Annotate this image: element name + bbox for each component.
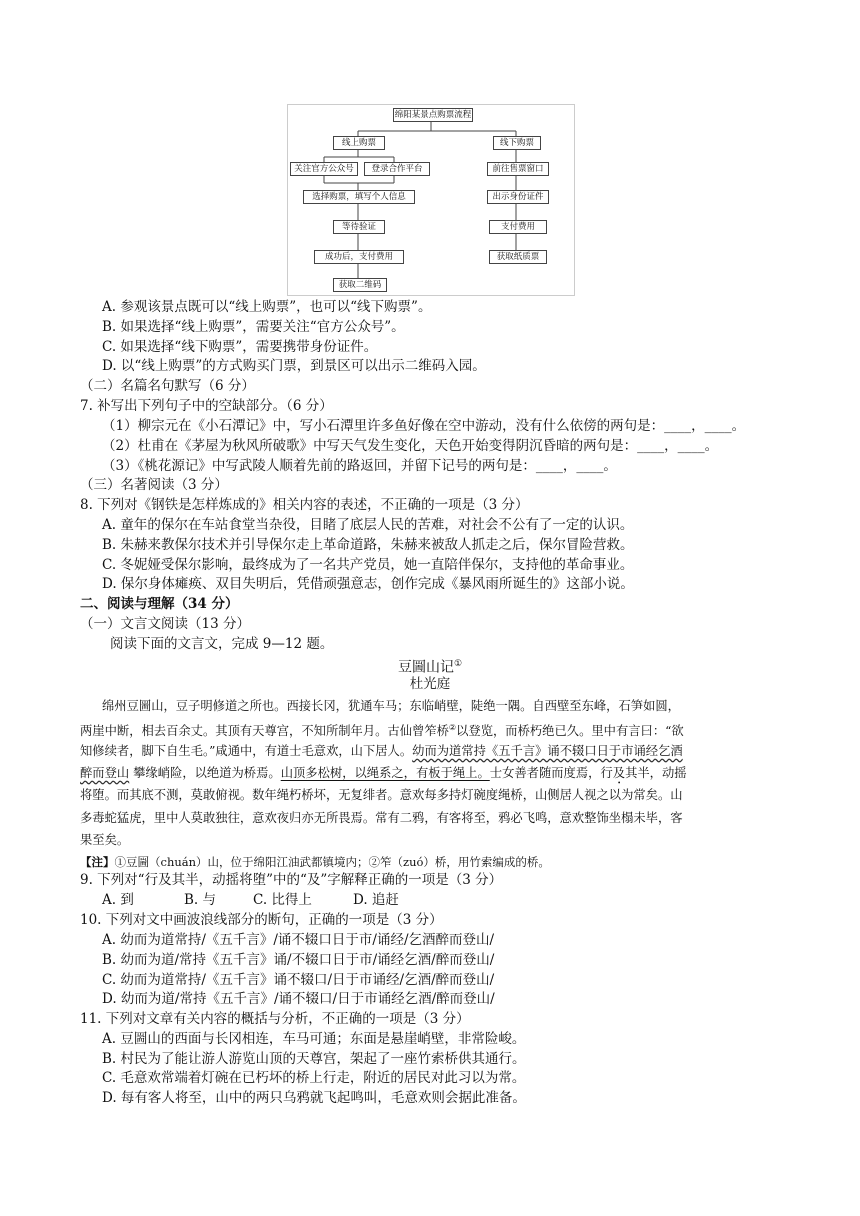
passage-line-4-c: 其半，动摇 [625,766,687,780]
passage-author: 杜光庭 [409,676,451,692]
footnote [80,854,550,870]
dotted-character: 及 [612,766,626,780]
section-title-dictation: （二）名篇名句默写（6 分） [80,378,255,394]
q9-option-b: B. 与 [184,892,217,908]
q6-option-b: B. 如果选择“线上购票”，需要关注“官方公众号”。 [102,319,405,335]
flow-offline: 线下购票 [493,136,541,150]
q11-stem: 11. 下列对文章有关内容的概括与分析，不正确的一项是（3 分） [80,1011,470,1027]
flow-go-window: 前往售票窗口 [487,162,549,176]
passage-line-4-b: 士女善者随而度焉，行 [489,766,613,780]
q11-option-c: C. 毛意欢常端着灯碗在已朽坏的桥上行走，附近的居民对此习以为常。 [102,1070,526,1086]
q11-option-a: A. 豆圌山的西面与长冈相连，车马可通；东面是悬崖峭壁，非常险峻。 [102,1031,526,1047]
q8-option-b: B. 朱赫来教保尔技术并引导保尔走上革命道路，朱赫来被敌人抓走之后，保尔冒险营救。 [102,537,634,553]
q8-option-d: D. 保尔身体瘫痪、双目失明后，凭借顽强意志，创作完成《暴风雨所诞生的》这部小说。 [102,576,634,592]
q10-option-c: C. 幼而为道常持/《五千言》诵不辍口/日于市诵经/乞酒/醉而登山/ [102,972,495,988]
passage-line-6: 多毒蛇猛虎，里中人莫敢独往，意欢夜归亦无所畏焉。常有二鸦，有客将至，鸦必飞鸣，意欢整饰坐榻未毕，客 [80,811,683,825]
ticket-flowchart [287,104,575,296]
passage-footnote-2: ② [448,723,457,732]
q9-option-d: D. 追赶 [353,892,399,908]
q9-stem: 9. 下列对“行及其半，动摇将堕”中的“及”字解释正确的一项是（3 分） [80,872,503,888]
part2-title: 二、阅读与理解（34 分） [80,596,239,612]
passage-line-2-a: 两崖中断，相去百余丈。其顶有天尊宫，不知所制年月。古仙曾笮桥 [80,724,449,739]
reading-instruction: 阅读下面的文言文，完成 9—12 题。 [110,636,334,652]
underlined-sentence: 山顶多松树，以绳系之，有板于绳上。 [280,766,490,780]
q11-option-d: D. 每有客人将至，山中的两只乌鸦就飞起鸣叫，毛意欢则会据此准备。 [102,1090,526,1106]
q6-option-a: A. 参观该景点既可以“线上购票”，也可以“线下购票”。 [102,299,432,315]
passage-line-2-b: 以登览，而桥朽绝已久。里中有言曰：“欲 [456,724,684,739]
flow-follow-account: 关注官方公众号 [290,162,358,176]
wavy-underlined-text-end: 醉而登山 [80,766,130,780]
flow-success-pay: 成功后，支付费用 [314,250,404,264]
passage-line-2 [80,719,684,740]
q7-item-2: （2）杜甫在《茅屋为秋风所破歌》中写天气发生变化，天色开始变得阴沉昏暗的两句是：____，____。 [102,438,719,454]
passage-title-footnote: ① [453,659,463,669]
flow-get-qr: 获取二维码 [333,278,387,292]
flow-show-id: 出示身份证件 [487,190,549,204]
passage-line-7: 果至矣。 [80,833,130,847]
flow-get-paper: 获取纸质票 [489,250,547,264]
section-title-classics: （三）名著阅读（3 分） [80,477,228,493]
passage-line-4-a: 攀缘峭险，以绝道为桥焉。 [133,766,281,780]
flow-wait-verify: 等待验证 [333,220,385,234]
q6-option-d: D. 以“线上购票”的方式购买门票，到景区可以出示二维码入园。 [102,358,486,374]
q7-item-1: （1）柳宗元在《小石潭记》中，写小石潭里许多鱼好像在空中游动，没有什么依傍的两句是：____，____。 [102,418,746,434]
q11-option-b: B. 村民为了能让游人游览山顶的天尊宫，架起了一座竹索桥供其通行。 [102,1051,526,1067]
flow-pay-offline: 支付费用 [489,220,547,234]
q8-option-c: C. 冬妮娅受保尔影响，最终成为了一名共产党员，她一直陪伴保尔，支持他的革命事业。 [102,557,634,573]
q7-item-3: （3）《桃花源记》中写武陵人顺着先前的路返回，并留下记号的两句是：____，____。 [102,458,617,474]
part2-subtitle: （一）文言文阅读（13 分） [80,616,250,632]
passage-line-5: 将堕。而其底不测，莫敢俯视。数年绳朽桥坏，无复绯者。意欢每多持灯碗度绳桥，山侧居人视之以为常矣。山 [80,788,683,802]
flow-choose-ticket: 选择购票，填写个人信息 [303,190,415,204]
footnote-label: 【注】 [80,855,115,869]
flow-title: 绵阳某景点购票流程 [394,110,472,120]
q10-stem: 10. 下列对文中画波浪线部分的断句，正确的一项是（3 分） [80,912,443,928]
wavy-underlined-text: 幼而为道常持《五千言》诵不辍口日于市诵经乞酒 [412,744,683,758]
flow-online: 线上购票 [333,136,385,150]
footnote-text: ①豆圌（chuán）山，位于绵阳江油武都镇境内；②笮（zuó）桥，用竹索编成的桥。 [114,855,550,869]
q10-option-d: D. 幼而为道/常持《五千言》/诵不辍口/日于市诵经乞酒/醉而登山/ [102,991,495,1007]
q7-stem: 7. 补写出下列句子中的空缺部分。（6 分） [80,398,333,414]
passage-title-text: 豆圌山记 [397,659,454,676]
q9-option-c: C. 比得上 [253,892,312,908]
passage-line-3-a: 知修续者，脚下自生毛。”咸通中，有道士毛意欢，山下居人。 [80,744,413,758]
flow-login-platform: 登录合作平台 [364,162,430,176]
q6-option-c: C. 如果选择“线下购票”，需要携带身份证件。 [102,339,378,355]
passage-line-4 [80,764,687,787]
passage-line-1: 绵州豆圌山，豆子明修道之所也。西接长冈，犹通车马；东临峭壁，陡绝一隅。自西壁至东峰，石笋如圆， [102,699,680,713]
q10-option-a: A. 幼而为道常持/《五千言》/诵不辍口日于市/诵经/乞酒醉而登山/ [102,932,495,948]
q8-stem: 8. 下列对《钢铁是怎样炼成的》相关内容的表述，不正确的一项是（3 分） [80,497,529,513]
passage-line-3 [80,742,683,760]
q8-option-a: A. 童年的保尔在车站食堂当杂役，目睹了底层人民的苦难，对社会不公有了一定的认识。 [102,517,634,533]
q10-option-b: B. 幼而为道/常持《五千言》诵/不辍口日于市/诵经乞酒/醉而登山/ [102,952,495,968]
q9-option-a: A. 到 [102,892,134,908]
